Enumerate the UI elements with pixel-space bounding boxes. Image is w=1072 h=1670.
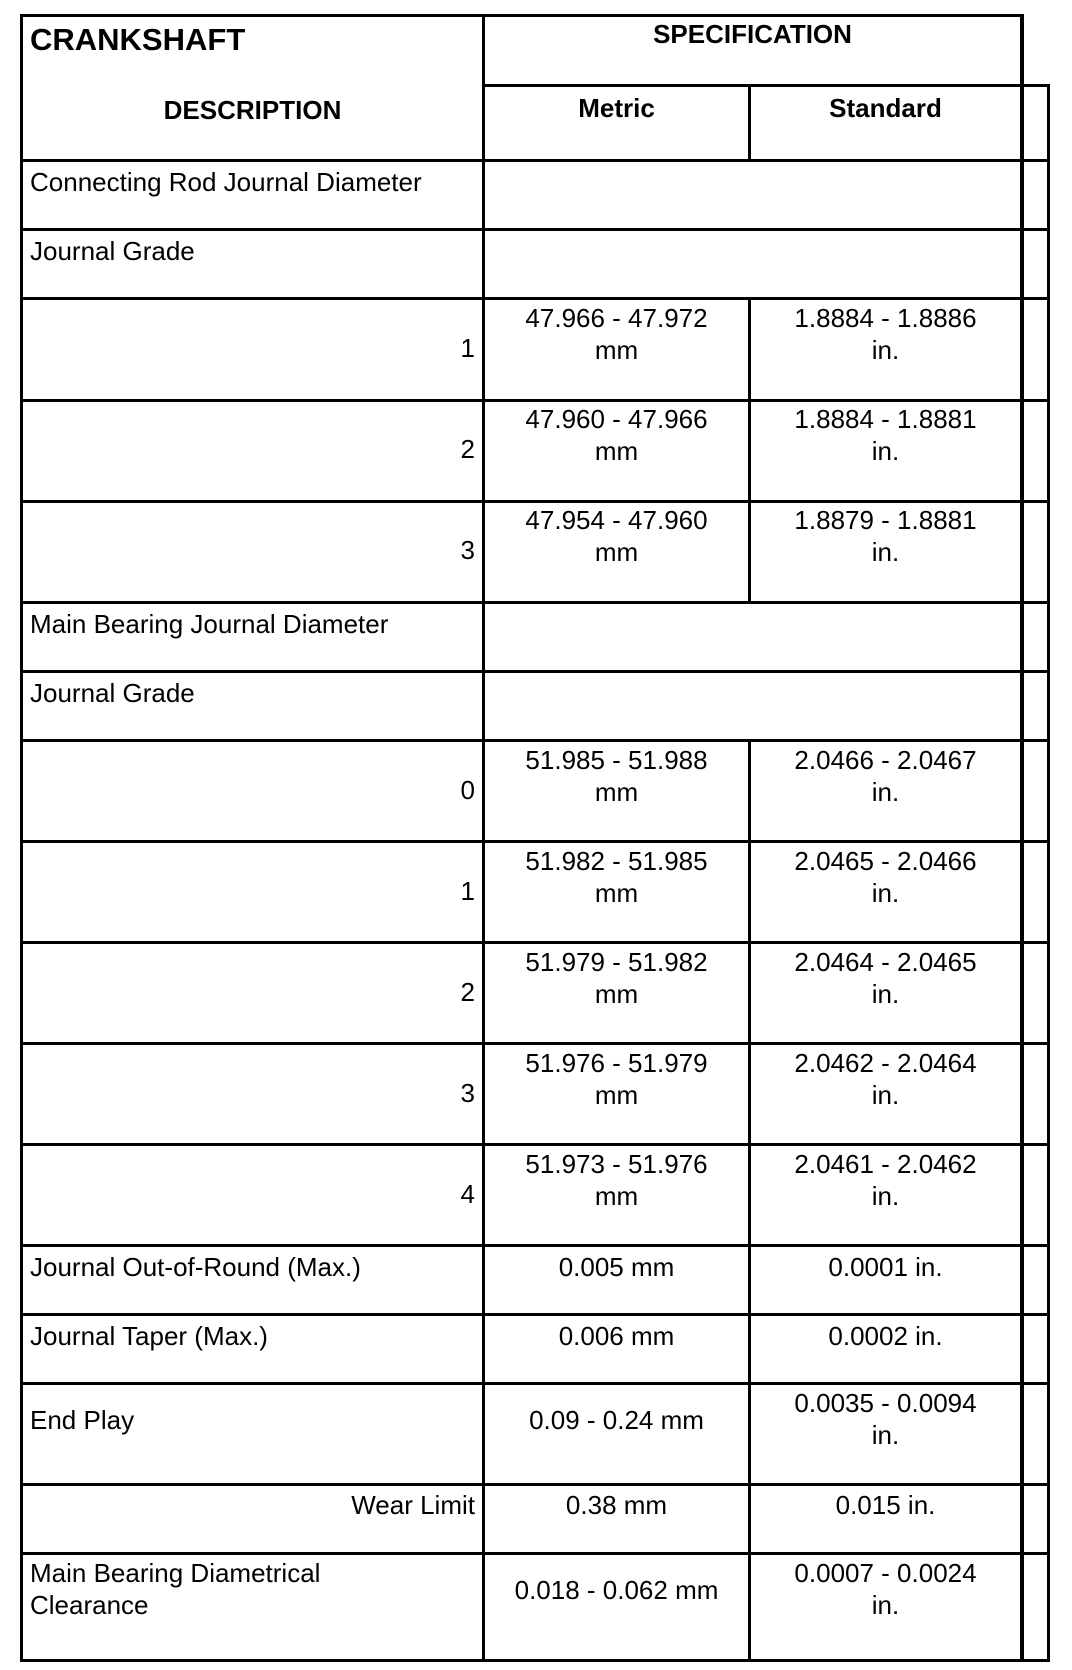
metric-unit: mm [594, 1181, 639, 1211]
metric-value: 51.985 - 51.988 [525, 745, 708, 775]
standard-unit: in. [871, 1590, 900, 1620]
journal-grade: 3 [460, 1078, 475, 1108]
row-divider [20, 399, 1050, 402]
table-border-right-cap [1020, 84, 1050, 87]
standard-value: 2.0465 - 2.0466 [794, 846, 977, 876]
journal-grade: 3 [460, 535, 475, 565]
row-divider [20, 1483, 1050, 1486]
standard-value: 0.0007 - 0.0024 [794, 1558, 977, 1588]
metric-value: 47.954 - 47.960 [525, 505, 708, 535]
row-description: Clearance [30, 1590, 149, 1620]
row-divider [20, 670, 1050, 673]
metric-value: 0.38 mm [565, 1490, 668, 1520]
row-divider [20, 840, 1050, 843]
row-description: Journal Grade [30, 678, 195, 708]
standard-unit: in. [871, 1080, 900, 1110]
row-divider [20, 739, 1050, 742]
standard-unit: in. [871, 537, 900, 567]
standard-value: 0.015 in. [835, 1490, 936, 1520]
row-divider [20, 1143, 1050, 1146]
row-divider [20, 1042, 1050, 1045]
table-border-left [20, 14, 23, 1662]
spec-header-underline [482, 84, 1022, 87]
standard-unit: in. [871, 1420, 900, 1450]
metric-unit: mm [594, 979, 639, 1009]
journal-grade: 2 [460, 977, 475, 1007]
standard-value: 2.0462 - 2.0464 [794, 1048, 977, 1078]
row-divider [20, 500, 1050, 503]
specification-header: SPECIFICATION [653, 19, 852, 49]
journal-grade: 0 [460, 775, 475, 805]
row-divider [20, 1313, 1050, 1316]
row-description: Main Bearing Journal Diameter [30, 609, 389, 639]
table-border-bottom [20, 1659, 1050, 1662]
metric-value: 0.09 - 0.24 mm [529, 1405, 704, 1435]
journal-grade: 2 [460, 434, 475, 464]
table-border-top [20, 14, 1023, 17]
row-divider [20, 297, 1050, 300]
metric-header: Metric [578, 93, 655, 123]
standard-value: 2.0461 - 2.0462 [794, 1149, 977, 1179]
standard-value: 2.0464 - 2.0465 [794, 947, 977, 977]
metric-value: 0.018 - 0.062 mm [514, 1575, 719, 1605]
standard-value: 1.8884 - 1.8881 [794, 404, 977, 434]
metric-value: 0.006 mm [558, 1321, 675, 1351]
row-divider [20, 159, 1050, 162]
standard-unit: in. [871, 335, 900, 365]
metric-value: 47.960 - 47.966 [525, 404, 708, 434]
row-description: Wear Limit [351, 1490, 475, 1520]
journal-grade: 4 [460, 1179, 475, 1209]
metric-unit: mm [594, 537, 639, 567]
row-divider [20, 1244, 1050, 1247]
row-divider [20, 1552, 1050, 1555]
row-description: Main Bearing Diametrical [30, 1558, 321, 1588]
metric-unit: mm [594, 335, 639, 365]
standard-value: 0.0035 - 0.0094 [794, 1388, 977, 1418]
standard-header: Standard [829, 93, 942, 123]
metric-unit: mm [594, 878, 639, 908]
row-divider [20, 228, 1050, 231]
metric-value: 51.973 - 51.976 [525, 1149, 708, 1179]
row-description: Journal Out-of-Round (Max.) [30, 1252, 361, 1282]
row-divider [20, 1382, 1050, 1385]
standard-value: 1.8879 - 1.8881 [794, 505, 977, 535]
standard-value: 0.0001 in. [828, 1252, 943, 1282]
metric-unit: mm [594, 1080, 639, 1110]
standard-unit: in. [871, 777, 900, 807]
metric-unit: mm [594, 436, 639, 466]
metric-value: 51.976 - 51.979 [525, 1048, 708, 1078]
standard-value: 2.0466 - 2.0467 [794, 745, 977, 775]
standard-unit: in. [871, 1181, 900, 1211]
metric-value: 51.982 - 51.985 [525, 846, 708, 876]
metric-value: 51.979 - 51.982 [525, 947, 708, 977]
crankshaft-spec-table [20, 14, 1050, 1662]
standard-value: 1.8884 - 1.8886 [794, 303, 977, 333]
standard-unit: in. [871, 878, 900, 908]
metric-unit: mm [594, 777, 639, 807]
row-description: Journal Grade [30, 236, 195, 266]
standard-unit: in. [871, 436, 900, 466]
metric-value: 0.005 mm [558, 1252, 675, 1282]
journal-grade: 1 [460, 333, 475, 363]
description-header: DESCRIPTION [163, 95, 342, 125]
standard-unit: in. [871, 979, 900, 1009]
table-border-right-outer [1047, 84, 1050, 1662]
row-divider [20, 601, 1050, 604]
row-description: Journal Taper (Max.) [30, 1321, 268, 1351]
row-description: End Play [30, 1405, 135, 1435]
row-divider [20, 941, 1050, 944]
metric-value: 47.966 - 47.972 [525, 303, 708, 333]
row-description: Connecting Rod Journal Diameter [30, 167, 422, 197]
section-title: CRANKSHAFT [30, 22, 246, 57]
standard-value: 0.0002 in. [828, 1321, 943, 1351]
table-border-right [1020, 14, 1024, 1662]
journal-grade: 1 [460, 876, 475, 906]
